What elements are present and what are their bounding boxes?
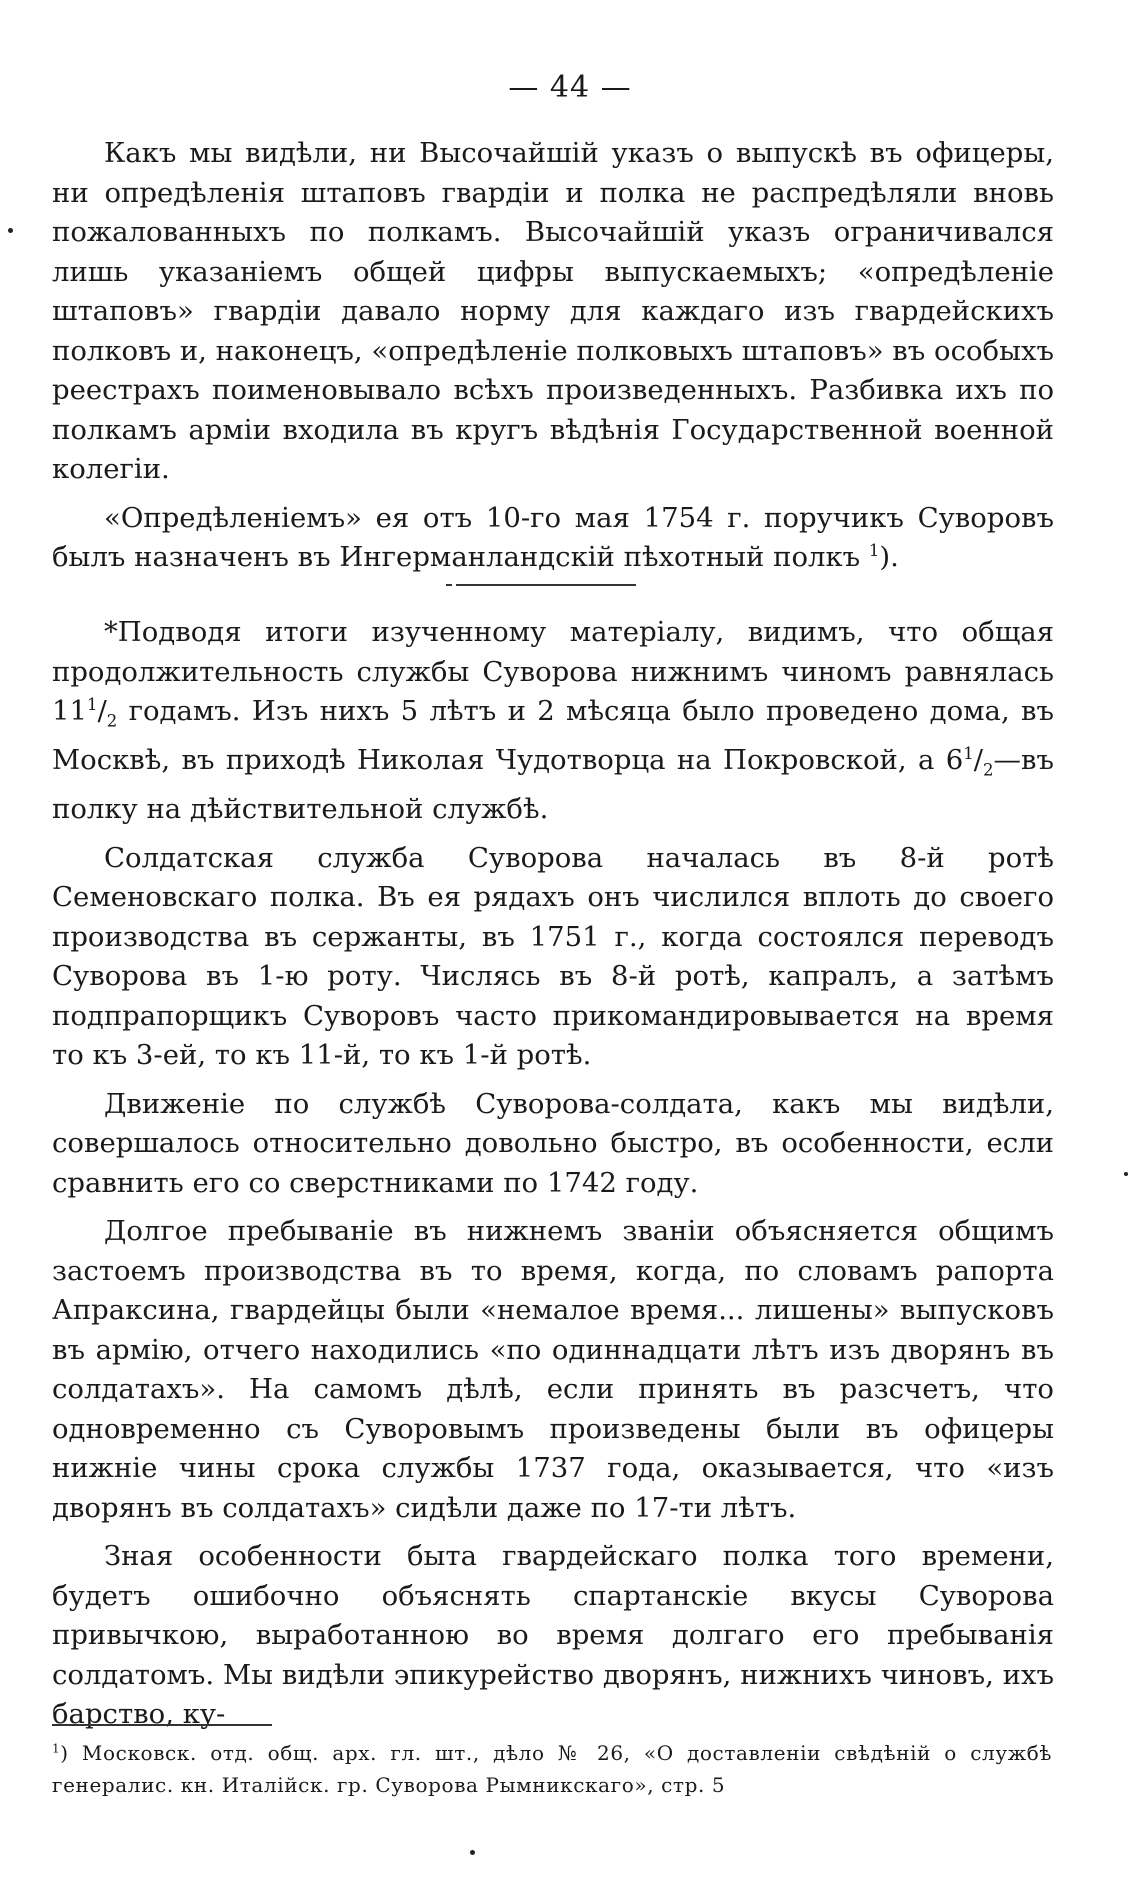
service-total-denominator: 2: [106, 711, 118, 731]
service-total-tail: годамъ. Изъ нихъ 5 лѣтъ и 2 мѣсяца было проведено дома, въ Москвѣ, въ приходѣ Николая Чудотворца на Покровской, а: [52, 695, 1054, 776]
print-speck: [8, 228, 13, 233]
footnote-reference: 1: [868, 540, 880, 560]
paragraph-assignment-regiment: [52, 499, 1054, 578]
service-active-denominator: 2: [983, 760, 994, 780]
service-active-whole: 6: [945, 744, 964, 776]
print-speck: [470, 1850, 475, 1855]
paragraph-assignment-regiment-text: «Опредѣленіемъ» ея отъ 10-го мая 1754 г. поручикъ Суворовъ былъ назначенъ въ Ингерманландскій пѣхотный полкъ: [52, 501, 1054, 573]
footnote-reference-close: ).: [879, 541, 899, 573]
paragraph-summary-service: *Подводя итоги изученному матеріалу, видимъ, что общая продолжительность службы Суворова нижнимъ чиномъ равнялась $11^1/_2$ годамъ. Изъ нихъ 5 лѣтъ и 2 мѣсяца было проведено дома, въ Москвѣ, въ приходѣ Николая Чудотворца на Покровской, а $6^1/_2—въ$ полку на дѣйствительной службѣ.: [52, 616, 1054, 825]
paragraph-soldier-service: Солдатская служба Суворова началась въ 8-й ротѣ Семеновскаго полка. Въ ея рядахъ онъ числился вплоть до своего производства въ сержанты, въ 1751 г., когда состоялся переводъ Суворова въ 1-ю роту. Числясь въ 8-й ротѣ, капралъ, а затѣмъ подпрапорщикъ Суворовъ часто прикомандировывается на время то къ 3-ей, то къ 11-й, то къ 1-й ротѣ.: [52, 841, 1054, 1071]
paragraph-promotion-speed: Движеніе по службѣ Суворова-солдата, какъ мы видѣли, совершалось относительно довольно быстро, въ особенности, если сравнить его со сверстниками по 1742 году.: [52, 1087, 1054, 1199]
footnote-text: Московск. отд. общ. арх. гл. шт., дѣло № 26, «О доставленіи свѣдѣній о службѣ генералис. кн. Италійск. гр. Суворова Рымникскаго», стр. 5: [52, 1741, 1052, 1797]
footnotes: [52, 1737, 1052, 1801]
service-total-whole: 11: [52, 695, 87, 727]
main-text-bottom: [52, 613, 1054, 1744]
service-active-numerator: 1: [963, 743, 974, 763]
paragraph-long-stay: Долгое пребываніе въ нижнемъ званіи объясняется общимъ застоемъ производства въ то время, когда, по словамъ рапорта Апраксина, гвардейцы были «немалое время... лишены» выпусковъ въ армію, отчего находились «по одиннадцати лѣтъ изъ дворянъ въ солдатахъ». На самомъ дѣлѣ, если принять въ разсчетъ, что одновременно съ Суворовымъ произведены были въ офицеры нижніе чины срока службы 1737 года, оказывается, что «изъ дворянъ въ солдатахъ» сидѣли даже по 17-ти лѣтъ.: [52, 1215, 1054, 1524]
footnote-1: [52, 1737, 1052, 1801]
section-divider: [456, 584, 636, 586]
paragraph-assignment-distribution: Какъ мы видѣли, ни Высочайшій указъ о выпускѣ въ офицеры, ни опредѣленія штаповъ гвардіи и полка не распредѣляли вновь пожалованныхъ по полкамъ. Высочайшій указъ ограничивался лишь указаніемъ общей цифры выпускаемыхъ; «опредѣленіе штаповъ» гвардіи давало норму для каждаго изъ гвардейскихъ полковъ и, наконецъ, «опредѣленіе полковыхъ штаповъ» въ особыхъ реестрахъ поименовывало всѣхъ произведенныхъ. Разбивка ихъ по полкамъ арміи входила въ кругъ вѣдѣнія Государственной военной колегіи.: [52, 137, 1054, 485]
print-speck: [1124, 1172, 1128, 1176]
footnote-marker: 1: [52, 1741, 61, 1756]
service-total-numerator: 1: [87, 694, 98, 714]
footnote-marker-close: ): [60, 1741, 69, 1765]
paragraph-guard-life: Зная особенности быта гвардейскаго полка того времени, будетъ ошибочно объяснять спартанскіе вкусы Суворова привычкою, выработанною во время долгаго его пребыванія солдатомъ. Мы видѣли эпикурейство дворянъ, нижнихъ чиновъ, ихъ барство, ку-: [52, 1540, 1054, 1730]
footnote-rule: [52, 1724, 272, 1726]
page-number: — 44 —: [508, 70, 632, 105]
service-active-tail: —въ полку на дѣйствительной службѣ.: [52, 744, 1054, 825]
main-text-top: [52, 134, 1054, 587]
paragraph-summary-service-text: *Подводя итоги изученному матеріалу, видимъ, что общая продолжительность службы Суворова нижнимъ чиномъ равнялась: [52, 616, 1054, 688]
